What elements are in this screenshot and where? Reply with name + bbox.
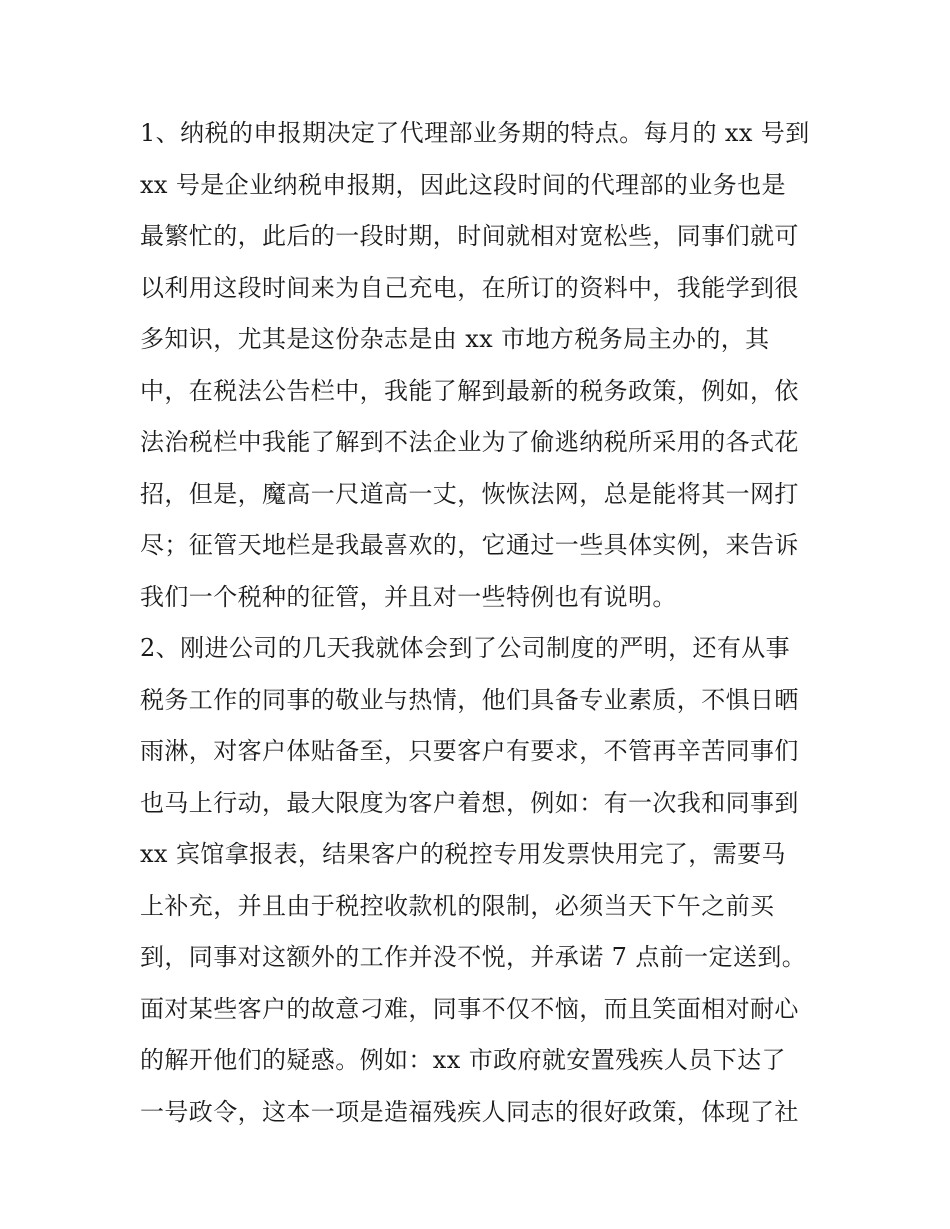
text-line: xx 号是企业纳税申报期，因此这段时间的代理部的业务也是 [140,170,786,199]
text-line: 1、纳税的申报期决定了代理部业务期的特点。每月的 xx 号到 [140,119,810,147]
text-line: 多知识，尤其是这份杂志是由 xx 市地方税务局主办的，其 [140,325,770,353]
text-line: 2、刚进公司的几天我就体会到了公司制度的严明，还有从事 [140,634,791,662]
text-line: xx 宾馆拿报表，结果客户的税控专用发票快用完了，需要马 [140,840,786,868]
text-line: 最繁忙的，此后的一段时期，时间就相对宽松些，同事们就可 [140,222,799,250]
text-line: 的解开他们的疑惑。例如：xx 市政府就安置残疾人员下达了 [140,1046,786,1074]
text-line: 税务工作的同事的敬业与热情，他们具备专业素质，不惧日晒 [140,685,799,714]
text-line: 雨淋，对客户体贴备至，只要客户有要求，不管再辛苦同事们 [140,737,799,765]
text-line: 招，但是，魔高一尺道高一丈，恢恢法网，总是能将其一网打 [140,479,799,508]
text-line: 法治税栏中我能了解到不法企业为了偷逃纳税所采用的各式花 [140,428,799,456]
text-line: 尽；征管天地栏是我最喜欢的，它通过一些具体实例，来告诉 [140,531,799,559]
text-line: 我们一个税种的征管，并且对一些特例也有说明。 [140,582,677,611]
body-text [140,108,830,1138]
text-line: 到，同事对这额外的工作并没不悦，并承诺 7 点前一定送到。 [140,943,807,971]
text-line: 中，在税法公告栏中，我能了解到最新的税务政策，例如，依 [140,376,799,405]
text-line: 上补充，并且由于税控收款机的限制，必须当天下午之前买 [140,891,775,920]
text-line: 面对某些客户的故意刁难，同事不仅不恼，而且笑面相对耐心 [140,994,799,1023]
text-line: 也马上行动，最大限度为客户着想，例如：有一次我和同事到 [140,788,799,817]
text-line: 一号政令，这本一项是造福残疾人同志的很好政策，体现了社 [140,1097,799,1126]
text-line: 以利用这段时间来为自己充电，在所订的资料中，我能学到很 [140,273,799,302]
